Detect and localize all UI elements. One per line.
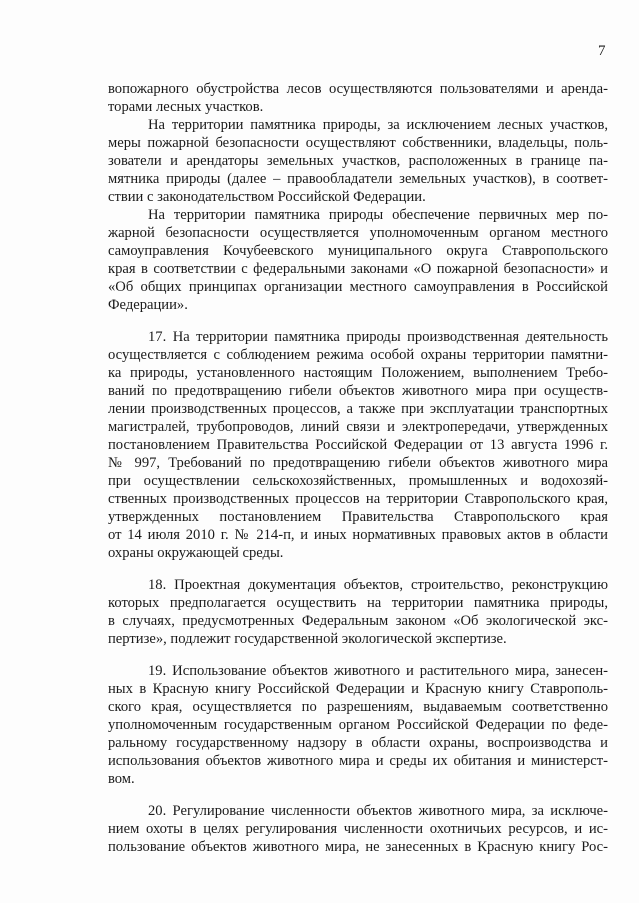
text-line: лении производственных процессов, а также при эксплуатации транспортных xyxy=(108,401,608,417)
text-line: ского края, осуществляется по разрешениям, выдаваемым соответственно xyxy=(108,699,608,715)
text-line: ваний по предотвращению гибели объектов животного мира при осуществ- xyxy=(108,383,608,399)
text-line: мятника природы (далее – правообладатели земельных участков), в соответ- xyxy=(108,171,608,187)
text-line: «Об общих принципах организации местного самоуправления в Российской xyxy=(108,279,608,295)
text-line: 20. Регулирование численности объектов животного мира, за исключе- xyxy=(148,803,608,819)
text-line: торами лесных участков. xyxy=(108,99,264,115)
text-line: которых предполагается осуществить на территории памятника природы, xyxy=(108,595,608,611)
text-line: 17. На территории памятника природы производственная деятельность xyxy=(148,329,608,345)
text-line: На территории памятника природы обеспечение первичных мер по- xyxy=(148,207,608,223)
text-line: ка природы, установленного настоящим Положением, выполнением Требо- xyxy=(108,365,608,381)
text-line: использования объектов животного мира и среды их обитания и министерст- xyxy=(108,753,608,769)
text-line: самоуправления Кочубеевского муниципального округа Ставропольского xyxy=(108,243,608,259)
text-line: вом. xyxy=(108,771,135,787)
text-line: утвержденных постановлением Правительства Ставропольского края xyxy=(108,509,608,525)
text-line: вопожарного обустройства лесов осуществляются пользователями и аренда- xyxy=(108,81,608,97)
text-line: в случаях, предусмотренных Федеральным законом «Об экологической экс- xyxy=(108,613,608,629)
text-line: жарной безопасности осуществляется уполномоченным органом местного xyxy=(108,225,608,241)
text-line: ственных производственных процессов на территории Ставропольского края, xyxy=(108,491,608,507)
text-line: нием охоты в целях регулирования численности охотничьих ресурсов, и ис- xyxy=(108,821,608,837)
text-line: осуществляется с соблюдением режима особой охраны территории памятни- xyxy=(108,347,608,363)
text-line: ствии с законодательством Российской Федерации. xyxy=(108,189,426,205)
text-line: пользование объектов животного мира, не занесенных в Красную книгу Рос- xyxy=(108,839,608,855)
text-line: охраны окружающей среды. xyxy=(108,545,284,561)
text-line: меры пожарной безопасности осуществляют собственники, владельцы, поль- xyxy=(108,135,608,151)
text-line: ных в Красную книгу Российской Федерации и Красную книгу Ставрополь- xyxy=(108,681,608,697)
text-line: № 997, Требований по предотвращению гибели объектов животного мира xyxy=(108,455,608,471)
text-line: уполномоченным государственным органом Российской Федерации по феде- xyxy=(108,717,608,733)
text-line: 18. Проектная документация объектов, строительство, реконструкцию xyxy=(148,577,608,593)
text-line: ральному государственному надзору в области охраны, воспроизводства и xyxy=(108,735,608,751)
text-line: Федерации». xyxy=(108,297,188,313)
text-line: 19. Использование объектов животного и растительного мира, занесен- xyxy=(148,663,608,679)
page-number: 7 xyxy=(598,43,606,59)
text-line: магистралей, трубопроводов, линий связи и электропередачи, утвержденных xyxy=(108,419,608,435)
text-line: от 14 июля 2010 г. № 214-п, и иных нормативных правовых актов в области xyxy=(108,527,608,543)
text-line: зователи и арендаторы земельных участков, расположенных в границе па- xyxy=(108,153,608,169)
text-line: пертизе», подлежит государственной экологической экспертизе. xyxy=(108,631,507,647)
text-line: На территории памятника природы, за исключением лесных участков, xyxy=(148,117,608,133)
text-line: при осуществлении сельскохозяйственных, промышленных и водохозяй- xyxy=(108,473,608,489)
text-line: края в соответствии с федеральными законами «О пожарной безопасности» и xyxy=(108,261,608,277)
text-line: постановлением Правительства Российской Федерации от 13 августа 1996 г. xyxy=(108,437,608,453)
